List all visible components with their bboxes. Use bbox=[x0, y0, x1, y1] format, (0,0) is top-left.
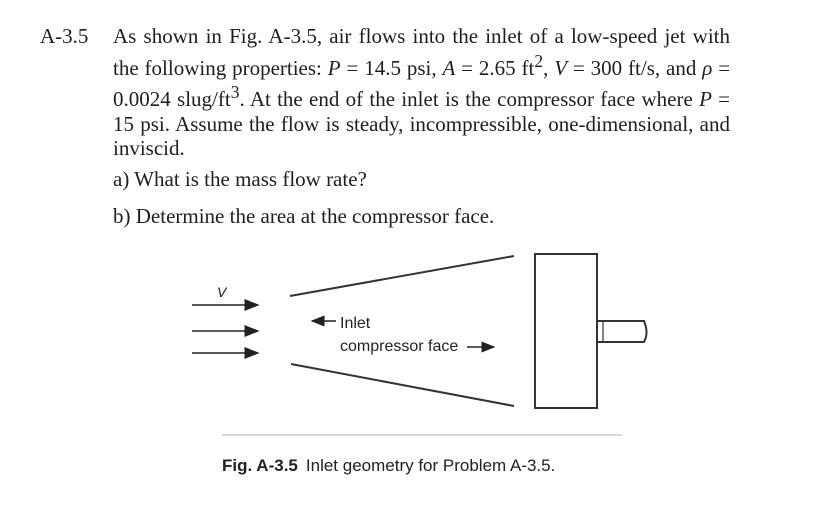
figure-caption bbox=[222, 456, 555, 476]
statement-text: = 2.65 ft bbox=[455, 55, 535, 80]
statement-text: = 15 psi. Assume the flow is steady, incompressible, one-dimensional, and inviscid. bbox=[113, 87, 731, 161]
question-b: b) Determine the area at the compressor face. bbox=[113, 204, 495, 228]
statement-text: , bbox=[543, 55, 555, 80]
problem-number: A-3.5 bbox=[40, 24, 89, 48]
symbol-density: ρ bbox=[702, 55, 713, 80]
inlet-label: Inlet bbox=[340, 315, 371, 332]
inlet-lower-wall bbox=[291, 364, 514, 406]
inlet-walls bbox=[290, 256, 514, 406]
inlet-figure bbox=[0, 240, 814, 440]
shaft-icon bbox=[597, 321, 647, 342]
caption-label: Fig. A-3.5 bbox=[222, 456, 298, 475]
flow-arrows bbox=[192, 305, 258, 353]
problem-block bbox=[40, 24, 730, 161]
question-a: a) What is the mass flow rate? bbox=[113, 167, 367, 191]
problem-statement bbox=[113, 24, 730, 161]
inlet-upper-wall bbox=[290, 256, 514, 296]
statement-text: = 14.5 psi, bbox=[340, 55, 443, 80]
superscript: 2 bbox=[534, 50, 544, 71]
caption-text: Inlet geometry for Problem A-3.5. bbox=[305, 456, 556, 475]
statement-text: = 0.0024 slug/ft bbox=[113, 55, 731, 112]
velocity-label: V bbox=[217, 284, 227, 300]
compressor-face-label: compressor face bbox=[340, 338, 459, 355]
statement-text: As shown in Fig. A-3.5, air flows into the inlet of a low-speed jet with the following properties: bbox=[113, 24, 730, 80]
caption-rule bbox=[222, 434, 622, 436]
statement-text: = 300 ft/s, and bbox=[567, 55, 703, 80]
symbol-velocity: V bbox=[554, 55, 568, 80]
superscript: 3 bbox=[230, 82, 240, 103]
symbol-pressure: P bbox=[327, 55, 341, 80]
symbol-pressure: P bbox=[699, 87, 712, 112]
compressor-body bbox=[535, 254, 597, 408]
symbol-area: A bbox=[442, 55, 456, 80]
statement-text: . At the end of the inlet is the compressor face where bbox=[239, 87, 700, 112]
